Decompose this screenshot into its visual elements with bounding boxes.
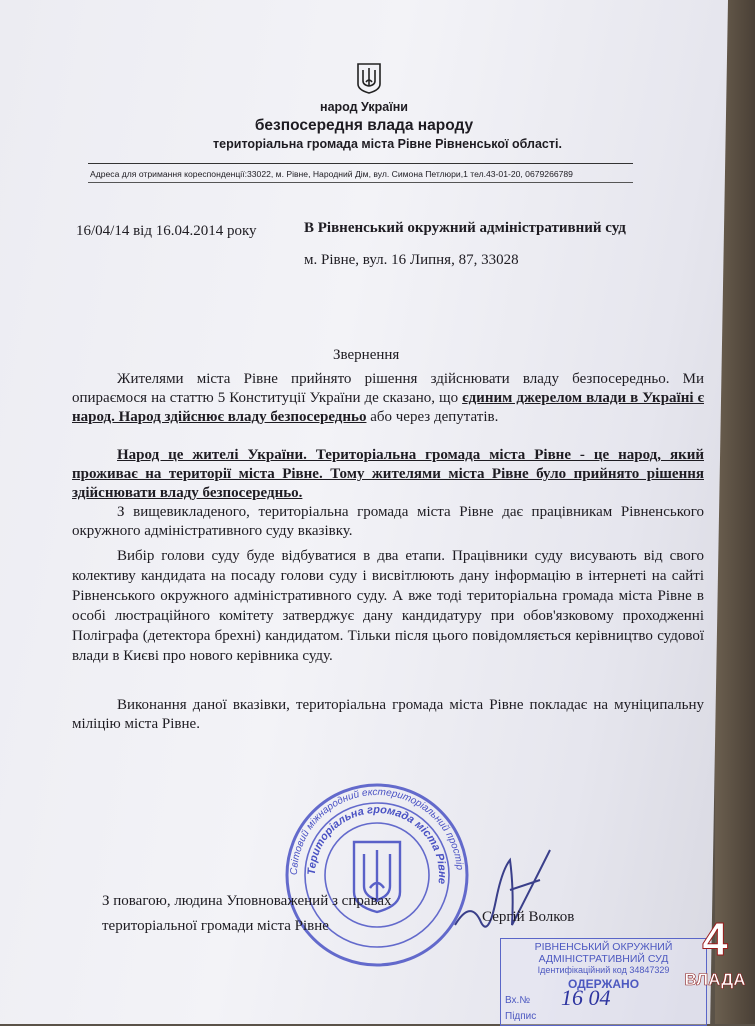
court-stamp-handwritten-date: 16 04: [561, 985, 611, 1010]
paragraph-1-part-c: або через депутатів.: [366, 409, 499, 425]
paragraph-3: З вищевикладеного, територіальна громада міста Рівне дає працівникам Рівненського окружного адміністративного суду вказівку.: [72, 504, 704, 539]
paragraph-5: Виконання даної вказівки, територіальна громада міста Рівне покладає на муніципальну міліцію міста Рівне.: [72, 697, 704, 732]
court-received-stamp: [500, 938, 707, 1026]
seal-outer-text: Світовий міжнародний екстериторіальний простір: [288, 786, 465, 876]
signatory-name: Сергій Волков: [482, 909, 575, 925]
seal-inner-text: Територіальна громада міста Рівне: [305, 803, 449, 885]
handwritten-signature: [450, 830, 560, 950]
paragraph-2: Народ це жителі України. Територіальна громада міста Рівне - це народ, який проживає на території міста Рівне. Тому жителями міста Рівне було прийнято рішення здійснювати владу безпосередньо.: [72, 447, 704, 501]
header-divider: [88, 163, 633, 164]
header-address: Адреса для отримання кореспонденції:33022, м. Рівне, Народний Дім, вул. Симона Петлюри,1 тел.43-01-20, 0679266789: [90, 169, 573, 179]
watermark-word: ВЛАДА: [684, 970, 746, 989]
paragraph-1-part-a: Жителями міста Рівне прийнято рішення здійснювати владу безпосередньо. Ми опираємося на статтю 5 Конституції України де сказано, що: [72, 371, 704, 406]
court-stamp-sign-label: Підпис: [505, 1011, 537, 1022]
header-line-1: народ України: [320, 100, 408, 114]
paragraph-4: Вибір голови суду буде відбуватися в два етапи. Працівники суду висувають від свого колективу кандидата на посаду голови суду і висвітлюють дану інформацію в інтернеті на сайті Рівненського окружного адміністративного суду. А вже тоді територіальна громада міста Рівне в особі люстраційного комітету затверджує дану кандидатуру при обов'язковому проходженні Поліграфа (детектора брехні) кандидатом. Тільки після цього повідомляється керівництво судової влади в Києві про нового керівника суду.: [72, 548, 704, 664]
court-stamp-received: ОДЕРЖАНО: [567, 977, 640, 991]
trident-emblem-icon: [356, 62, 382, 94]
header-line-3: територіальна громада міста Рівне Рівненської області.: [213, 137, 562, 151]
paragraph-1-emphasis: єдиним джерелом влади в Україні є народ. Народ здійснює владу безпосередньо: [72, 390, 705, 425]
addressee: В Рівненський окружний адміністративний суд: [304, 220, 626, 236]
court-stamp-line-1: РІВНЕНСЬКИЙ ОКРУЖНИЙ: [534, 941, 673, 953]
paragraph-1: [72, 370, 704, 427]
reference-number: 16/04/14 від 16.04.2014 року: [76, 223, 257, 239]
court-stamp-line-2: АДМІНІСТРАТИВНИЙ СУД: [538, 953, 669, 965]
watermark-logo: [680, 912, 750, 1017]
header-line-2: безпосередня влада народу: [254, 117, 474, 134]
addressee-address: м. Рівне, вул. 16 Липня, 87, 33028: [304, 252, 519, 268]
document-title: Звернення: [333, 347, 400, 363]
closing-line-1: З повагою, людина Уповноважений з справах: [102, 893, 392, 909]
court-stamp-line-3: Ідентифікаційний код 34847329: [537, 965, 670, 975]
closing-line-2: територіальної громади міста Рівне: [102, 918, 329, 934]
court-stamp-number-label: Вх.№: [505, 995, 531, 1006]
watermark-number: 4: [702, 913, 728, 965]
round-seal-stamp: [282, 780, 472, 970]
address-underline: [88, 182, 633, 183]
